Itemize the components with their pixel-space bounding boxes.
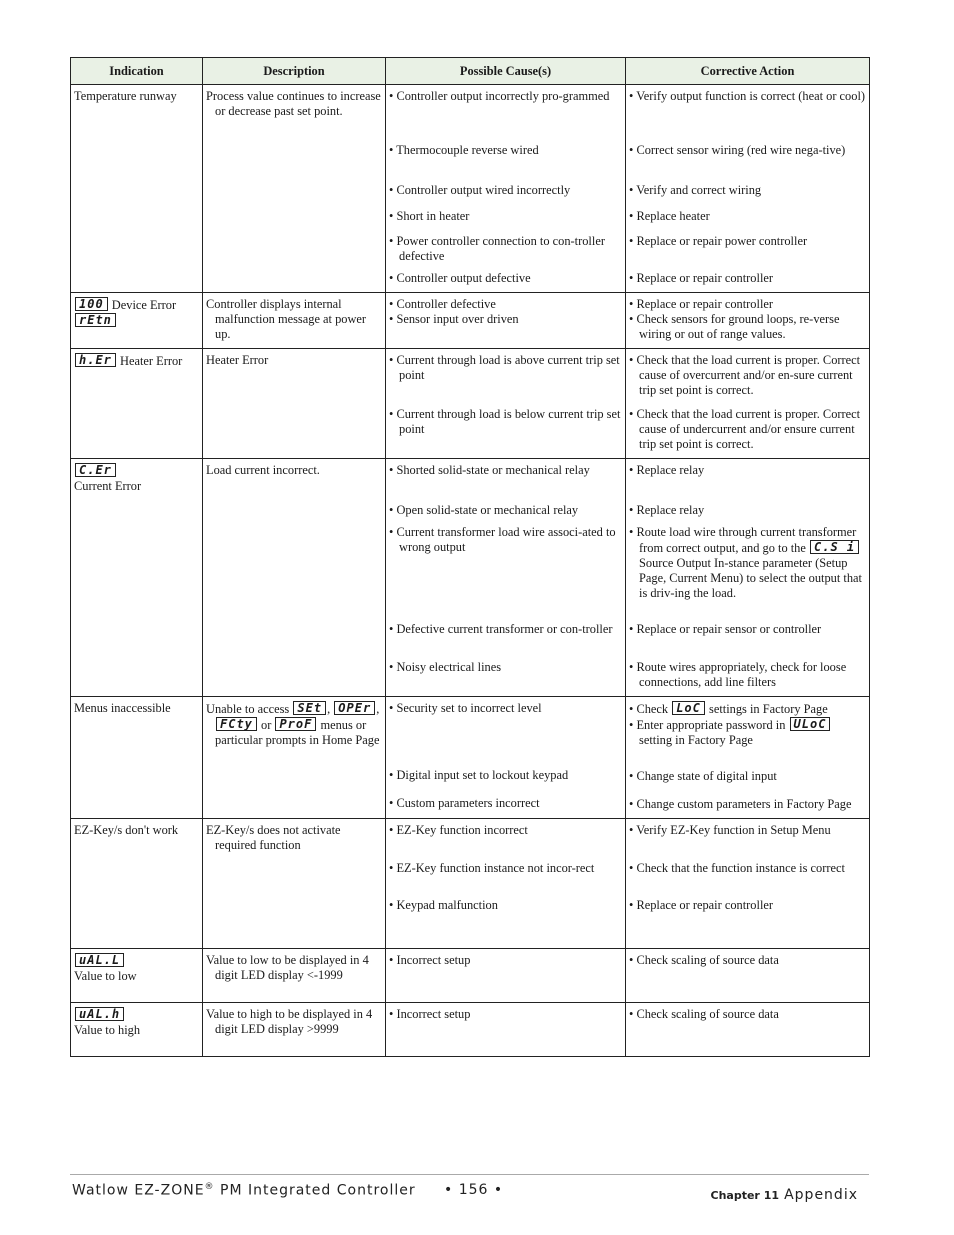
description-cell [203, 1003, 386, 1057]
action-item: • Replace relay [629, 503, 705, 517]
footer-chapter [711, 1184, 858, 1203]
indication-cell [71, 949, 203, 1003]
cause-item: • Sensor input over driven [389, 312, 519, 326]
cause-item: • Defective current transformer or con-troller [389, 622, 613, 636]
action-item: • Verify output function is correct (heat or cool) [629, 89, 866, 103]
action-item: • Check scaling of source data [629, 953, 779, 967]
action-item: • Route wires appropriately, check for loose connections, add line filters [629, 660, 847, 689]
action-item: • Check sensors for ground loops, re-verse wiring or out of range values. [629, 312, 840, 341]
led-display-code: FCty [216, 717, 257, 731]
action-item: • Replace or repair controller [629, 297, 774, 311]
footer-divider [70, 1174, 869, 1175]
table-row [71, 85, 870, 293]
cause-item: • Current through load is below current trip set point [389, 407, 621, 436]
action-item: • Replace or repair controller [629, 271, 774, 285]
actions-cell [626, 349, 870, 459]
cause-item: • Keypad malfunction [389, 898, 498, 912]
led-display-code: C.Er [75, 463, 116, 477]
actions-cell [626, 293, 870, 349]
cause-item: • EZ-Key function incorrect [389, 823, 528, 837]
table-row [71, 1003, 870, 1057]
cause-item: • Short in heater [389, 209, 470, 223]
table-row [71, 293, 870, 349]
column-header-description: Description [203, 58, 386, 85]
description-text: Unable to access SEt , OPEr , FCty or ProF menus or particular prompts in Home Page [206, 701, 380, 747]
causes-cell [386, 949, 626, 1003]
description-text: Heater Error [206, 353, 269, 367]
page-number: • 156 • [444, 1182, 504, 1198]
action-item: • Replace or repair sensor or controller [629, 622, 822, 636]
description-text: EZ-Key/s does not activate required function [206, 823, 341, 852]
cause-item: • EZ-Key function instance not incor-rect [389, 861, 595, 875]
table-row [71, 819, 870, 949]
footer-title: Watlow EZ-ZONE® PM Integrated Controller [72, 1182, 416, 1199]
indication-cell [71, 819, 203, 949]
led-display-code: LoC [672, 701, 705, 715]
action-item: • Correct sensor wiring (red wire nega-tive) [629, 143, 846, 157]
description-cell [203, 697, 386, 819]
cause-item: • Shorted solid-state or mechanical relay [389, 463, 590, 477]
action-item: • Check that the load current is proper. Correct cause of undercurrent and/or ensure current trip set point is correct. [629, 407, 861, 451]
chapter-label: Chapter 11 [710, 1189, 779, 1202]
description-text: Controller displays internal malfunction message at power up. [206, 297, 367, 341]
cause-item: • Thermocouple reverse wired [389, 143, 539, 157]
cause-item: • Digital input set to lockout keypad [389, 768, 569, 782]
action-item: • Replace heater [629, 209, 710, 223]
action-item: • Check that the function instance is correct [629, 861, 845, 875]
action-item: • Check that the load current is proper. Correct cause of overcurrent and/or en-sure current trip set point is correct. [629, 353, 861, 397]
actions-cell [626, 819, 870, 949]
action-item: • Verify EZ-Key function in Setup Menu [629, 823, 831, 837]
led-display-code: 100 [75, 297, 108, 311]
indication-cell [71, 697, 203, 819]
action-item: • Enter appropriate password in ULoC setting in Factory Page [629, 717, 866, 769]
causes-cell [386, 349, 626, 459]
action-item: • Check LoC settings in Factory Page [629, 701, 828, 716]
description-text: Process value continues to increase or decrease past set point. [206, 89, 381, 118]
led-display-code: ProF [275, 717, 316, 731]
cause-item: • Current through load is above current trip set point [389, 353, 620, 382]
indication-text: Current Error [74, 479, 142, 493]
description-text: Value to high to be displayed in 4 digit LED display >9999 [206, 1007, 373, 1036]
description-cell [203, 349, 386, 459]
action-item: • Replace relay [629, 463, 705, 477]
causes-cell [386, 819, 626, 949]
indication-cell [71, 1003, 203, 1057]
causes-cell [386, 293, 626, 349]
cause-item: • Open solid-state or mechanical relay [389, 503, 579, 517]
table-row [71, 697, 870, 819]
actions-cell [626, 697, 870, 819]
indication-cell [71, 85, 203, 293]
action-item: • Verify and correct wiring [629, 183, 762, 197]
action-item: • Replace or repair controller [629, 898, 774, 912]
actions-cell [626, 949, 870, 1003]
cause-item: • Security set to incorrect level [389, 701, 542, 715]
description-cell [203, 85, 386, 293]
table-row [71, 949, 870, 1003]
actions-cell [626, 1003, 870, 1057]
table-row [71, 349, 870, 459]
table-row [71, 459, 870, 697]
indication-text: Value to high [74, 1023, 141, 1037]
actions-cell [626, 85, 870, 293]
led-display-code: ULoC [790, 717, 831, 731]
actions-cell [626, 459, 870, 697]
indication-text: Temperature runway [74, 89, 177, 103]
causes-cell [386, 1003, 626, 1057]
causes-cell [386, 459, 626, 697]
cause-item: • Controller defective [389, 297, 496, 311]
cause-item: • Incorrect setup [389, 953, 471, 967]
description-text: Load current incorrect. [206, 463, 320, 477]
description-cell [203, 459, 386, 697]
cause-item: • Controller output defective [389, 271, 531, 285]
troubleshooting-table [70, 57, 870, 1057]
cause-item: • Noisy electrical lines [389, 660, 502, 674]
description-cell [203, 819, 386, 949]
column-header-indication: Indication [71, 58, 203, 85]
description-cell [203, 293, 386, 349]
action-item: • Check scaling of source data [629, 1007, 779, 1021]
cause-item: • Power controller connection to con-troller defective [389, 234, 605, 263]
action-item: • Change state of digital input [629, 769, 777, 783]
led-display-code: uAL.L [75, 953, 124, 967]
led-display-code: OPEr [334, 701, 375, 715]
led-display-code: h.Er [75, 353, 116, 367]
table-header-row [71, 58, 870, 85]
column-header-causes: Possible Cause(s) [386, 58, 626, 85]
cause-item: • Controller output wired incorrectly [389, 183, 571, 197]
indication-cell [71, 459, 203, 697]
description-cell [203, 949, 386, 1003]
indication-text: Device Error [111, 298, 177, 312]
cause-item: • Current transformer load wire associ-ated to wrong output [389, 525, 616, 554]
led-display-code: rEtn [75, 313, 116, 327]
causes-cell [386, 697, 626, 819]
indication-text: Menus inaccessible [74, 701, 171, 715]
section-label: Appendix [784, 1187, 858, 1203]
cause-item: • Custom parameters incorrect [389, 796, 540, 810]
cause-item: • Incorrect setup [389, 1007, 471, 1021]
led-display-code: C.S i [810, 540, 859, 554]
description-text: Value to low to be displayed in 4 digit LED display <-1999 [206, 953, 369, 982]
indication-text: Heater Error [120, 354, 183, 368]
led-display-code: uAL.h [75, 1007, 124, 1021]
cause-item: • Controller output incorrectly pro-grammed [389, 89, 610, 103]
indication-text: EZ-Key/s don't work [74, 823, 179, 837]
causes-cell [386, 85, 626, 293]
action-item: • Change custom parameters in Factory Page [629, 797, 852, 811]
indication-cell [71, 293, 203, 349]
led-display-code: SEt [293, 701, 326, 715]
action-item: • Replace or repair power controller [629, 234, 808, 248]
action-item: • Route load wire through current transformer from correct output, and go to the C.S i Source Output In-stance parameter (Setup Page, Current Menu) to select the output that is driv-ing the load. [629, 525, 862, 600]
indication-cell [71, 349, 203, 459]
column-header-actions: Corrective Action [626, 58, 870, 85]
registered-mark: ® [204, 1182, 215, 1192]
indication-text: Value to low [74, 969, 137, 983]
